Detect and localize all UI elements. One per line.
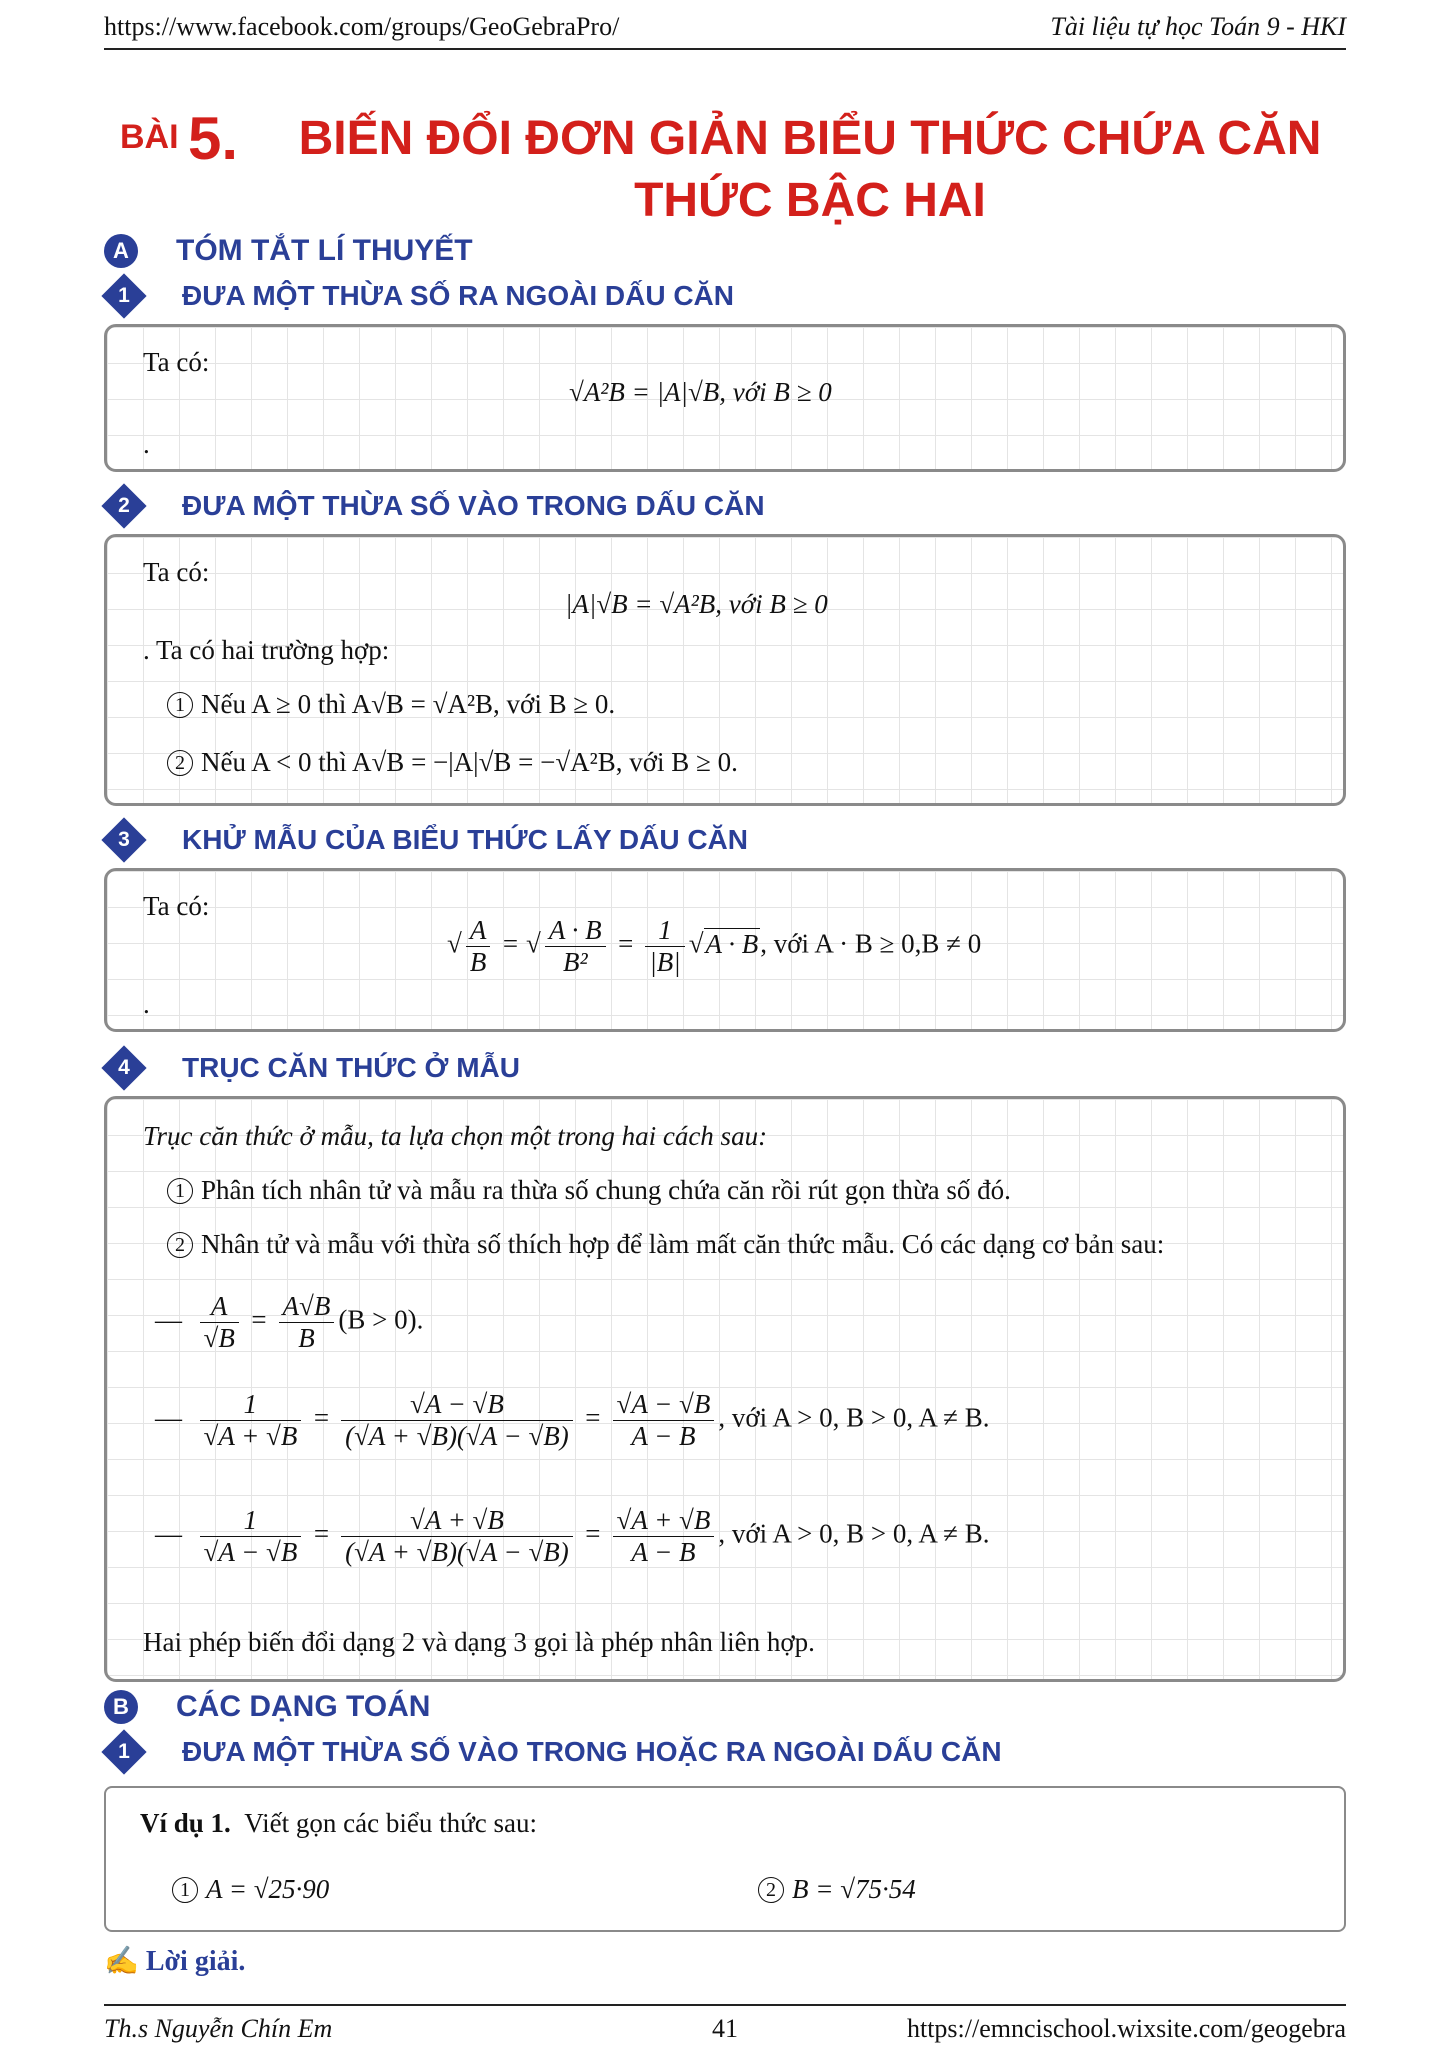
example-box [104, 1786, 1346, 1932]
page-footer [104, 2004, 1346, 2048]
footer-page-number: 41 [712, 2014, 738, 2043]
sub3-condition: , với A · B ≥ 0,B ≠ 0 [760, 928, 982, 959]
lesson-heading [120, 104, 1350, 227]
sub1-box [104, 324, 1346, 472]
sub1-tail: . [143, 429, 150, 459]
lesson-title-line1: BIẾN ĐỔI ĐƠN GIẢN BIỂU THỨC CHỨA CĂN [298, 112, 1322, 165]
lesson-title [270, 108, 1350, 232]
sub2-box [104, 534, 1346, 806]
pencil-icon: ✍ [104, 1946, 139, 1977]
section-b-badge: B [104, 1690, 138, 1724]
section-b-title: CÁC DẠNG TOÁN [176, 1690, 431, 1723]
sub4-form3-cond: , với A > 0, B > 0, A ≠ B. [718, 1518, 990, 1549]
example-item2-text: B = √75·54 [792, 1874, 916, 1904]
sub2-case2-text: Nếu A < 0 thì A√B = −|A|√B = −√A²B, với B ≥ 0. [201, 747, 738, 777]
sub3-tail: . [143, 989, 150, 1019]
circled-number: 2 [167, 1232, 193, 1258]
subB1-number: 1 [118, 1740, 130, 1763]
sub2-number: 2 [118, 494, 130, 517]
sub2-formula: |A|√B = √A²B, với B ≥ 0 [565, 589, 828, 619]
sub4-way2 [167, 1229, 1164, 1260]
footer-url: https://emncischool.wixsite.com/geogebra [906, 2014, 1346, 2043]
sub3-box [104, 868, 1346, 1032]
sub2-case1 [167, 689, 615, 720]
sub4-form3: — $\frac{1}{√A - √B}$ = $\frac{√A + √B}{(√A + √B)(√A - √B)}$ = $\frac{√A + √B}{A - B}$ , với A > 0, B > 0, A ≠ B. [155, 1505, 990, 1567]
footer-author: Th.s Nguyễn Chín Em [104, 2014, 333, 2043]
sub4-way1 [167, 1175, 1011, 1206]
circled-number: 1 [167, 1178, 193, 1204]
example-item1-text: A = √25·90 [206, 1874, 330, 1904]
sub4-form2-cond: , với A > 0, B > 0, A ≠ B. [718, 1402, 990, 1433]
subB1-title: ĐƯA MỘT THỪA SỐ VÀO TRONG HOẶC RA NGOÀI DẤU CĂN [182, 1736, 1002, 1767]
sub3-title: KHỬ MẪU CỦA BIỂU THỨC LẤY DẤU CĂN [182, 824, 749, 855]
sub1-title: ĐƯA MỘT THỪA SỐ RA NGOÀI DẤU CĂN [182, 280, 734, 311]
circled-number: 1 [167, 692, 193, 718]
sub4-number: 4 [118, 1056, 130, 1079]
sub3-number: 3 [118, 828, 130, 851]
sub4-title: TRỤC CĂN THỨC Ở MẪU [182, 1052, 520, 1083]
example-label: Ví dụ 1. [140, 1808, 231, 1838]
circled-number: 1 [172, 1877, 198, 1903]
header-title: Tài liệu tự học Toán 9 - HKI [1050, 12, 1346, 41]
sub4-form1-cond: (B > 0). [338, 1304, 424, 1335]
example-item1 [172, 1874, 329, 1905]
sub4-way1-text: Phân tích nhân tử và mẫu ra thừa số chung chứa căn rồi rút gọn thừa số đó. [201, 1175, 1011, 1205]
sub1-number: 1 [118, 284, 130, 307]
sub4-note: Hai phép biến đổi dạng 2 và dạng 3 gọi là phép nhân liên hợp. [143, 1627, 815, 1657]
example-heading [140, 1808, 537, 1839]
lesson-prefix: BÀI [120, 118, 179, 156]
sub2-intro: Ta có: [143, 557, 210, 587]
sub4-box [104, 1096, 1346, 1682]
sub1-formula: √A²B = |A|√B, với B ≥ 0 [569, 377, 832, 407]
header-url: https://www.facebook.com/groups/GeoGebraPro/ [104, 12, 620, 41]
example-text: Viết gọn các biểu thức sau: [244, 1808, 537, 1838]
lesson-title-line2: THỨC BẬC HAI [634, 174, 986, 227]
sub4-form1: — $\frac{A}{√B}$ = $\frac{A√B}{B}$ (B > 0). [155, 1291, 424, 1353]
sub3-intro: Ta có: [143, 891, 210, 921]
lesson-number: 5. [188, 105, 239, 172]
page-header [104, 12, 1346, 50]
sub1-intro: Ta có: [143, 347, 210, 377]
sub2-title: ĐƯA MỘT THỪA SỐ VÀO TRONG DẤU CĂN [182, 490, 765, 521]
circled-number: 2 [758, 1877, 784, 1903]
sub3-formula: √ $\frac{A}{B}$ = √ $\frac{A \cdot B}{\text{B²}}$ = $\frac{1}{|B|}$ √A · B, với A · B ≥ 0,B ≠ 0 [447, 915, 982, 977]
sub2-case1-text: Nếu A ≥ 0 thì A√B = √A²B, với B ≥ 0. [201, 689, 616, 719]
sub4-form2: — $\frac{1}{√A + √B}$ = $\frac{√A - √B}{(√A + √B)(√A - √B)}$ = $\frac{√A - √B}{A - B}$ , với A > 0, B > 0, A ≠ B. [155, 1389, 990, 1451]
sub2-cases-intro: . Ta có hai trường hợp: [143, 635, 390, 665]
section-a-badge: A [104, 234, 138, 268]
sub4-way2-text: Nhân tử và mẫu với thừa số thích hợp để làm mất căn thức mẫu. Có các dạng cơ bản sau: [201, 1229, 1165, 1259]
circled-number: 2 [167, 750, 193, 776]
example-item2 [758, 1874, 916, 1905]
solution-heading [104, 1944, 245, 1978]
sub2-case2 [167, 747, 738, 778]
section-a-title: TÓM TẮT LÍ THUYẾT [176, 234, 473, 267]
solution-label: Lời giải. [145, 1946, 246, 1977]
sub4-intro: Trục căn thức ở mẫu, ta lựa chọn một trong hai cách sau: [143, 1121, 768, 1151]
